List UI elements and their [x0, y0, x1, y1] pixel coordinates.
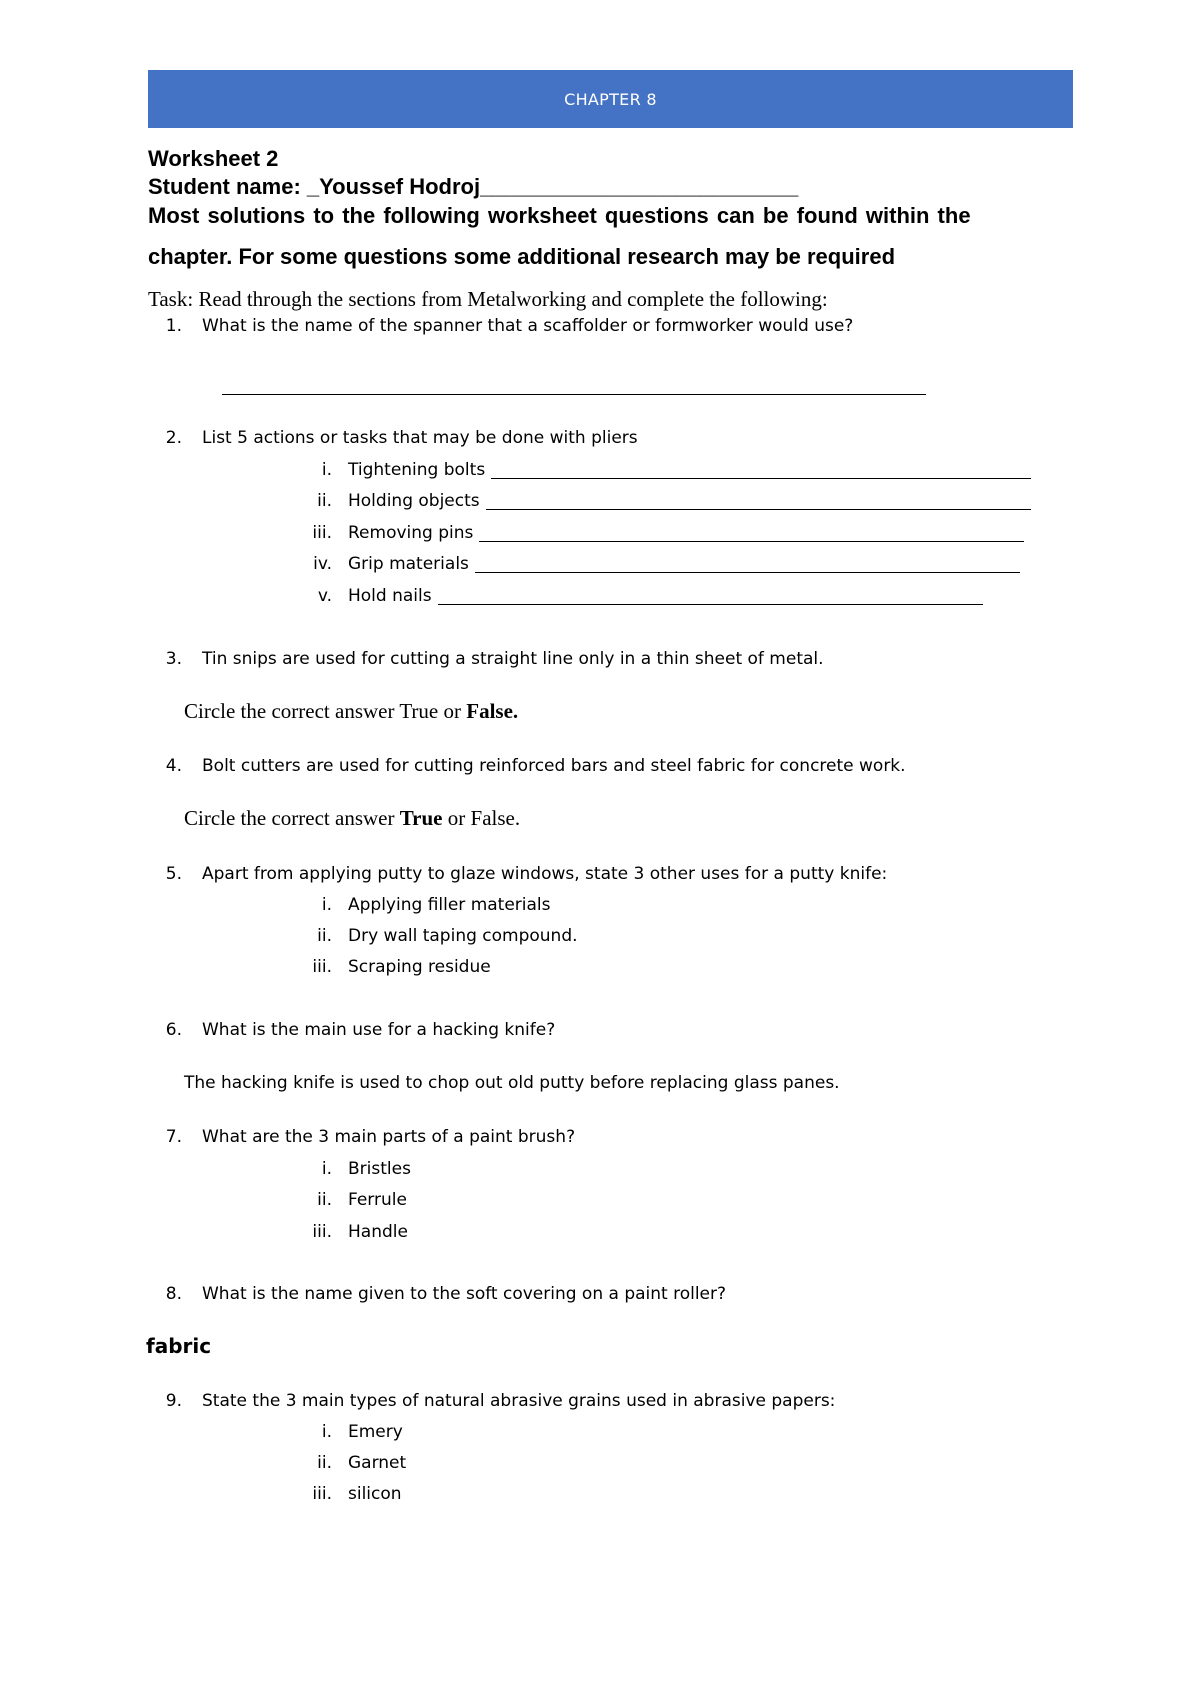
answer-line	[479, 540, 1024, 542]
list-item	[288, 1422, 403, 1442]
chapter-header	[148, 70, 1073, 128]
item-number: v.	[317, 586, 332, 606]
prompt-text: Circle the correct answer True or	[184, 699, 467, 723]
list-item	[288, 1190, 407, 1210]
item-number: iii.	[312, 957, 332, 977]
item-text: Hold nails	[348, 586, 432, 606]
question-number: 6.	[165, 1020, 182, 1040]
item-number: ii.	[317, 926, 332, 946]
instructions-line-1: Most solutions to the following worksheet questions can be found within the	[148, 203, 971, 228]
question-number: 7.	[165, 1127, 182, 1147]
item-number: i.	[321, 1159, 332, 1179]
item-text: Bristles	[348, 1159, 411, 1179]
student-name-line: Student name: _Youssef Hodroj__________________________	[148, 174, 799, 199]
list-item	[288, 1484, 402, 1504]
list-item	[288, 1159, 411, 1179]
answer-line	[486, 508, 1031, 510]
item-number: ii.	[317, 1453, 332, 1473]
item-number: ii.	[317, 491, 332, 511]
list-item	[288, 895, 551, 915]
list-item	[288, 1222, 408, 1242]
list-item	[288, 926, 578, 946]
item-text: Emery	[348, 1422, 403, 1442]
item-text: Scraping residue	[348, 957, 491, 977]
question-number: 2.	[165, 428, 182, 448]
answer-text: The hacking knife is used to chop out old putty before replacing glass panes.	[184, 1073, 840, 1093]
item-number: iv.	[313, 554, 332, 574]
item-number: iii.	[312, 523, 332, 543]
question-3	[164, 649, 824, 669]
item-text: Tightening bolts	[348, 460, 486, 480]
question-text: Tin snips are used for cutting a straight line only in a thin sheet of metal.	[202, 649, 824, 669]
prompt-text-suffix: or False.	[442, 806, 521, 830]
list-item	[288, 1453, 406, 1473]
question-text: What is the main use for a hacking knife?	[202, 1020, 556, 1040]
instructions-line-2: chapter. For some questions some additional research may be required	[148, 244, 896, 269]
answer-line	[491, 477, 1031, 479]
true-false-prompt	[184, 699, 518, 724]
answer-line	[222, 394, 926, 395]
question-text: List 5 actions or tasks that may be done with pliers	[202, 428, 638, 448]
item-text: Garnet	[348, 1453, 407, 1473]
question-7	[164, 1127, 575, 1147]
answer-line	[475, 571, 1020, 573]
question-number: 4.	[165, 756, 182, 776]
question-6	[164, 1020, 555, 1040]
list-item	[288, 554, 1020, 574]
question-5	[164, 864, 887, 884]
question-1	[164, 316, 853, 336]
item-text: Grip materials	[348, 554, 469, 574]
item-text: Applying filler materials	[348, 895, 551, 915]
worksheet-title: Worksheet 2	[148, 146, 279, 171]
item-text: Dry wall taping compound.	[348, 926, 578, 946]
item-number: i.	[321, 1422, 332, 1442]
list-item	[288, 586, 983, 606]
list-item	[288, 957, 491, 977]
list-item	[288, 460, 1031, 480]
question-number: 9.	[165, 1391, 182, 1411]
question-2	[164, 428, 638, 448]
circled-answer: True	[399, 806, 443, 830]
question-text: State the 3 main types of natural abrasive grains used in abrasive papers:	[202, 1391, 836, 1411]
question-number: 8.	[165, 1284, 182, 1304]
question-4	[164, 756, 906, 776]
question-text: What are the 3 main parts of a paint brush?	[202, 1127, 576, 1147]
question-text: What is the name of the spanner that a scaffolder or formworker would use?	[202, 316, 854, 336]
question-number: 5.	[165, 864, 182, 884]
item-text: Handle	[348, 1222, 408, 1242]
list-item	[288, 523, 1024, 543]
answer-line	[438, 603, 983, 605]
item-number: i.	[321, 895, 332, 915]
task-instruction: Task: Read through the sections from Metalworking and complete the following:	[148, 287, 828, 311]
true-false-prompt	[184, 806, 520, 831]
item-number: i.	[321, 460, 332, 480]
question-number: 1.	[165, 316, 182, 336]
item-text: silicon	[348, 1484, 402, 1504]
item-text: Ferrule	[348, 1190, 407, 1210]
question-text: What is the name given to the soft covering on a paint roller?	[202, 1284, 727, 1304]
item-number: ii.	[317, 1190, 332, 1210]
prompt-text: Circle the correct answer	[184, 806, 400, 830]
question-text: Apart from applying putty to glaze windows, state 3 other uses for a putty knife:	[202, 864, 888, 884]
circled-answer: False.	[466, 699, 519, 723]
list-item	[288, 491, 1031, 511]
question-9	[164, 1391, 835, 1411]
question-8	[164, 1284, 726, 1304]
item-text: Removing pins	[348, 523, 474, 543]
item-text: Holding objects	[348, 491, 480, 511]
item-number: iii.	[312, 1222, 332, 1242]
chapter-title: CHAPTER 8	[564, 89, 657, 109]
question-number: 3.	[165, 649, 182, 669]
item-number: iii.	[312, 1484, 332, 1504]
question-text: Bolt cutters are used for cutting reinforced bars and steel fabric for concrete work.	[202, 756, 906, 776]
answer-text: fabric	[146, 1334, 212, 1358]
